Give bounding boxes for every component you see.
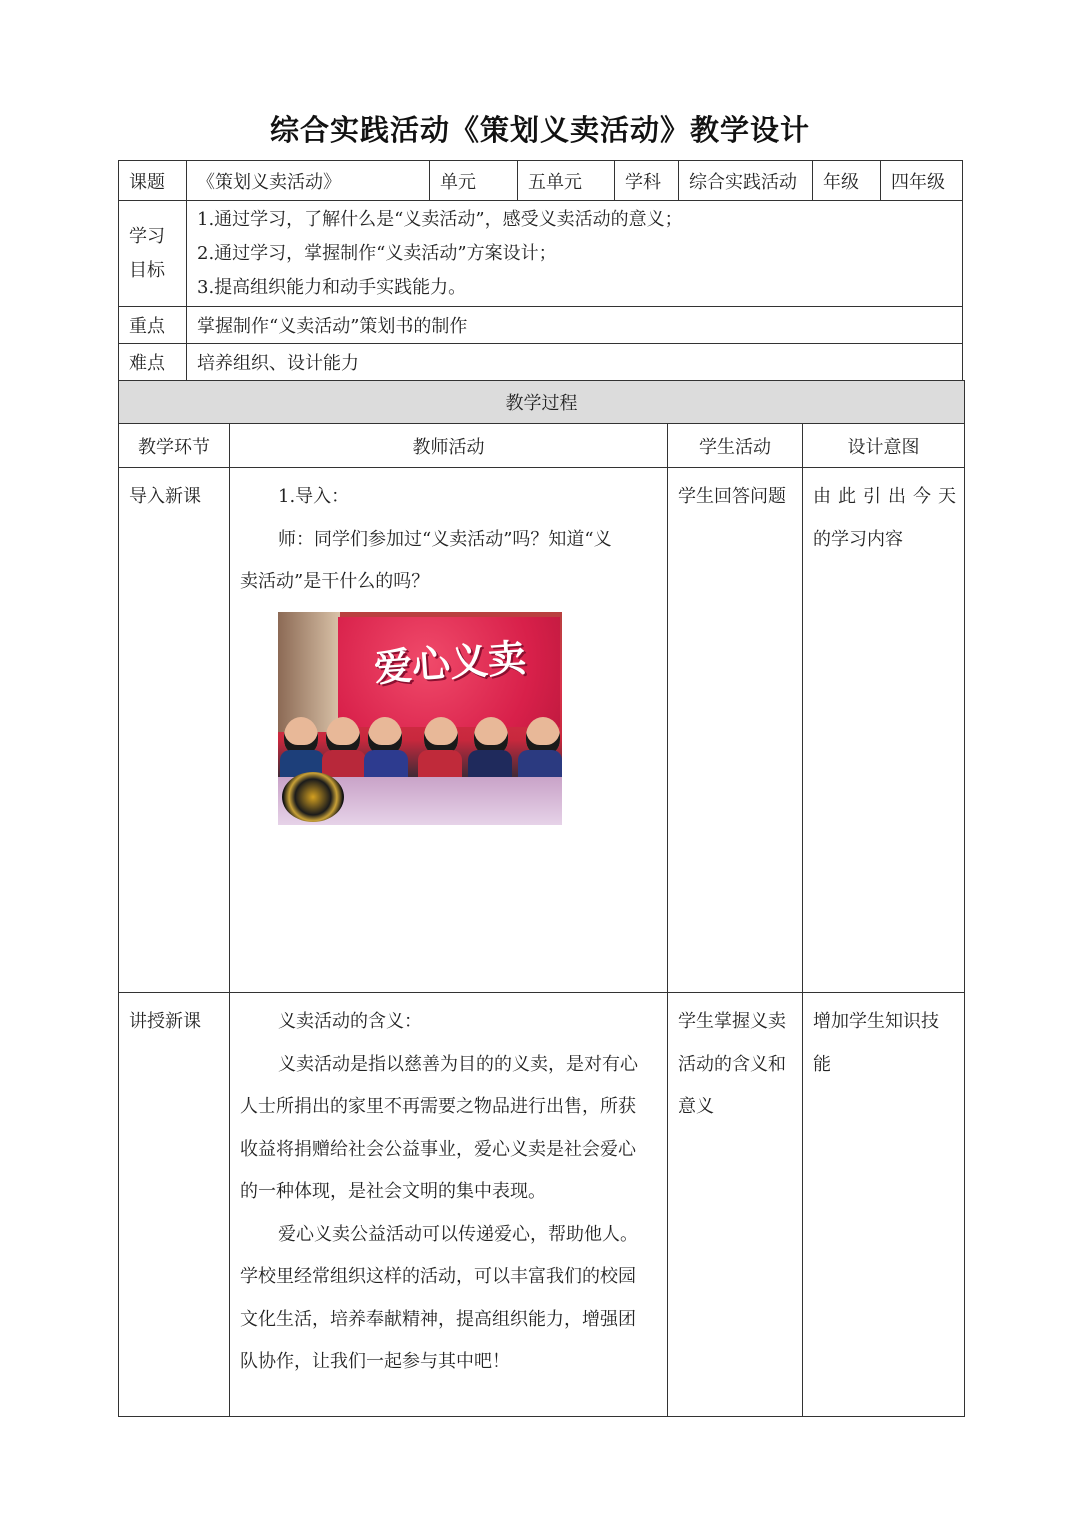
teacher-text: 义卖活动的含义： [278,1011,422,1032]
objectives-label [119,201,187,307]
lesson-label: 课题 [119,161,187,201]
photo-child [284,717,318,755]
intent-text: 增加学生知识技 [813,1011,939,1032]
student-activity-cell [668,993,803,1417]
unit-value: 五单元 [518,161,615,201]
teacher-text: 收益将捐赠给社会公益事业，爱心义卖是社会爱心 [240,1138,636,1160]
photo-wall [278,612,340,732]
photo-child [424,717,458,755]
objective-item: 3.提高组织能力和动手实践能力。 [197,276,467,298]
teacher-text: 的一种体现，是社会文明的集中表现。 [240,1181,546,1202]
teacher-text: 1.导入： [278,486,350,507]
table-row [119,468,965,993]
document-title: 综合实践活动《策划义卖活动》教学设计 [269,113,810,147]
key-point-value: 掌握制作“义卖活动”策划书的制作 [187,307,963,344]
lesson-value: 《策划义卖活动》 [187,161,430,201]
column-header: 学生活动 [668,424,803,468]
difficulty-value: 培养组织、设计能力 [187,344,963,381]
column-header: 教学环节 [119,424,230,468]
teacher-text: 义卖活动是指以慈善为目的的义卖，是对有心 [278,1053,638,1075]
photo-child [526,717,560,755]
subject-value: 综合实践活动 [679,161,813,201]
objectives-label-line1: 学习 [129,225,165,247]
column-header: 教师活动 [230,424,668,468]
teacher-text: 人士所捐出的家里不再需要之物品进行出售，所获 [240,1096,636,1117]
subject-label: 学科 [615,161,679,201]
unit-label: 单元 [430,161,518,201]
teacher-text: 队协作，让我们一起参与其中吧！ [240,1351,510,1372]
key-point-label: 重点 [119,307,187,344]
objectives-list [187,201,963,307]
intent-text: 能 [813,1053,831,1075]
process-table [118,380,965,1417]
teacher-activity-cell [230,993,668,1417]
stage-cell: 导入新课 [119,468,230,993]
teacher-text: 卖活动”是干什么的吗？ [240,571,430,592]
design-intent-cell [803,993,965,1417]
objectives-label-line2: 目标 [129,259,165,281]
photo-banner-text: 爱心义卖 [372,635,528,690]
objective-item: 2.通过学习，掌握制作“义卖活动”方案设计； [197,242,557,264]
student-text: 活动的含义和 [678,1053,786,1075]
grade-value: 四年级 [881,161,963,201]
teacher-text: 文化生活，培养奉献精神，提高组织能力，增强团 [240,1308,636,1330]
photo-child [474,717,508,755]
teacher-text: 学校里经常组织这样的活动，可以丰富我们的校园 [240,1266,636,1287]
design-intent-cell [803,468,965,993]
teacher-text: 爱心义卖公益活动可以传递爱心，帮助他人。 [278,1223,638,1245]
photo-plate [282,772,344,822]
teacher-text: 师：同学们参加过“义卖活动”吗？知道“义 [278,528,612,550]
photo-child [326,717,360,755]
photo-child [368,717,402,755]
process-header: 教学过程 [119,381,965,424]
student-text: 意义 [678,1096,714,1117]
teacher-activity-cell [230,468,668,993]
student-activity-cell: 学生回答问题 [668,468,803,993]
intent-text: 由此引出今天 [813,486,956,507]
table-row [119,993,965,1417]
charity-sale-photo [278,612,562,825]
intent-text: 的学习内容 [813,528,903,550]
student-text: 学生掌握义卖 [678,1011,786,1032]
stage-cell: 讲授新课 [119,993,230,1417]
difficulty-label: 难点 [119,344,187,381]
objective-item: 1.通过学习，了解什么是“义卖活动”，感受义卖活动的意义； [197,208,683,230]
grade-label: 年级 [813,161,881,201]
info-table [118,160,963,381]
column-header: 设计意图 [803,424,965,468]
